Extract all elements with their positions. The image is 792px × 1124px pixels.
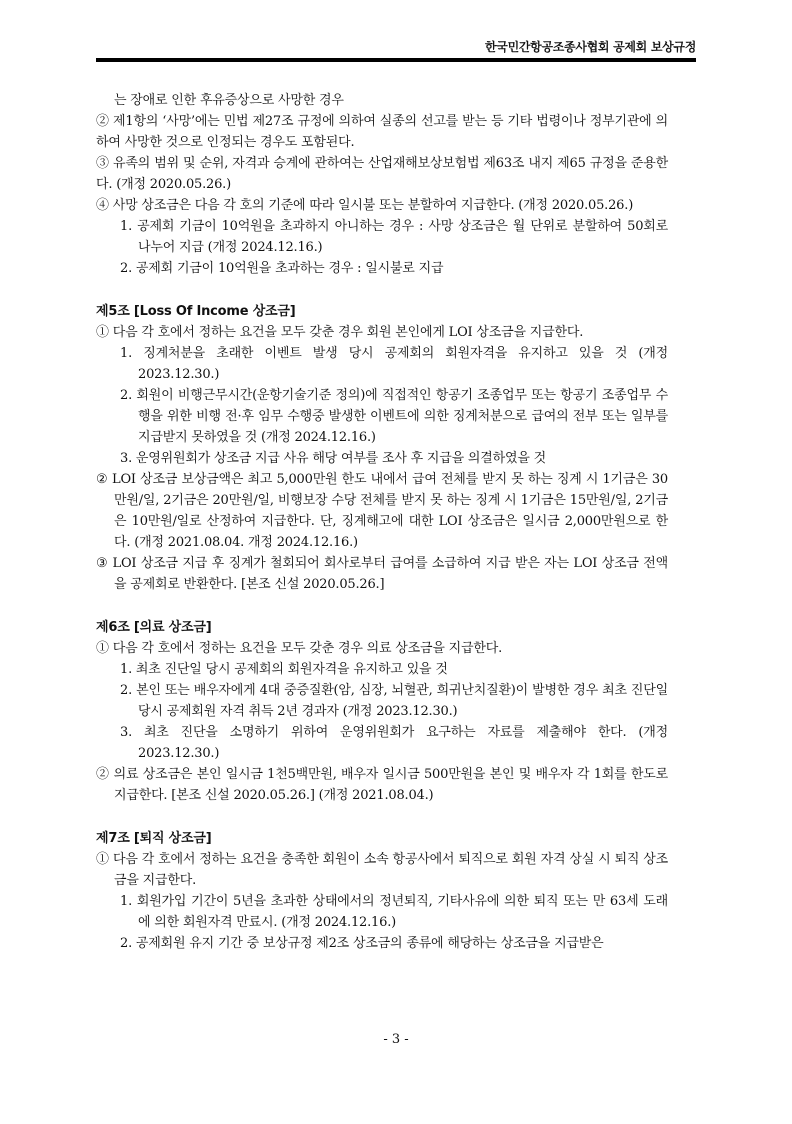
list-item: 3. 최초 진단을 소명하기 위하여 운영위원회가 요구하는 자료를 제출해야 한다. (개정 2023.12.30.) — [120, 725, 668, 761]
list-item: 1. 최초 진단일 당시 공제회의 회원자격을 유지하고 있을 것 — [120, 662, 448, 677]
paragraph-4: ④ 사망 상조금은 다음 각 호의 기준에 따라 일시불 또는 분할하여 지급한다. (개정 2020.05.26.) — [96, 198, 634, 213]
paragraph-1: ① 다음 각 호에서 정하는 요건을 충족한 회원이 소속 항공사에서 퇴직으로 회원 자격 상실 시 퇴직 상조금을 지급한다. — [96, 852, 668, 888]
article-heading: 제7조 [퇴직 상조금] — [96, 831, 212, 846]
list-item: 1. 회원가입 기간이 5년을 초과한 상태에서의 정년퇴직, 기타사유에 의한 퇴직 또는 만 63세 도래에 의한 회원자격 만료시. (개정 2024.12.16.) — [120, 894, 668, 930]
paragraph-1: ① 다음 각 호에서 정하는 요건을 모두 갖춘 경우 회원 본인에게 LOI 상조금을 지급한다. — [96, 325, 584, 340]
paragraph-3: ③ LOI 상조금 지급 후 징계가 철회되어 회사로부터 급여를 소급하여 지급 받은 자는 LOI 상조금 전액을 공제회로 반환한다. [본조 신설 2020.05.26.] — [96, 556, 668, 592]
article-heading: 제5조 [Loss Of Income 상조금] — [96, 304, 296, 319]
list-item: 3. 운영위원회가 상조금 지급 사유 해당 여부를 조사 후 지급을 의결하였을 것 — [120, 451, 546, 466]
article-7 — [96, 828, 668, 954]
header-rule — [96, 58, 696, 62]
paragraph-2: ② 의료 상조금은 본인 일시금 1천5백만원, 배우자 일시금 500만원을 본인 및 배우자 각 1회를 한도로 지급한다. [본조 신설 2020.05.26.] (개정 2021.08.04.) — [96, 767, 668, 803]
intro-line: 는 장애로 인한 후유증상으로 사망한 경우 — [114, 93, 344, 108]
page-header-title: 한국민간항공조종사협회 공제회 보상규정 — [484, 40, 696, 54]
article-heading: 제6조 [의료 상조금] — [96, 620, 212, 635]
list-item: 2. 공제회 기금이 10억원을 초과하는 경우 : 일시불로 지급 — [120, 261, 444, 276]
paragraph-1: ① 다음 각 호에서 정하는 요건을 모두 갖춘 경우 의료 상조금을 지급한다. — [96, 641, 503, 656]
paragraph-3: ③ 유족의 범위 및 순위, 자격과 승계에 관하여는 산업재해보상보험법 제63조 내지 제65 규정을 준용한다. (개정 2020.05.26.) — [96, 156, 668, 192]
list-item: 2. 공제회원 유지 기간 중 보상규정 제2조 상조금의 종류에 해당하는 상조금을 지급받은 — [120, 936, 604, 951]
list-item: 1. 징계처분을 초래한 이벤트 발생 당시 공제회의 회원자격을 유지하고 있을 것 (개정 2023.12.30.) — [120, 346, 668, 382]
paragraph-2: ② 제1항의 ‘사망’에는 민법 제27조 규정에 의하여 실종의 선고를 받는 등 기타 법령이나 정부기관에 의하여 사망한 것으로 인정되는 경우도 포함된다. — [96, 114, 668, 150]
page-number: - 3 - — [383, 1032, 409, 1047]
article-5 — [96, 301, 668, 595]
article-6 — [96, 617, 668, 806]
list-item: 2. 본인 또는 배우자에게 4대 중증질환(암, 심장, 뇌혈관, 희귀난치질환)이 발병한 경우 최초 진단일 당시 공제회원 자격 취득 2년 경과자 (개정 2023.12.30.) — [120, 683, 668, 719]
document-body — [96, 90, 668, 954]
paragraph-2: ② LOI 상조금 보상금액은 최고 5,000만원 한도 내에서 급여 전체를 받지 못 하는 징계 시 1기금은 30만원/일, 2기금은 20만원/일, 비행보장 수당 전체를 받지 못 하는 징계 시 1기금은 15만원/일, 2기금은 10만원/일로 산정하여 지급한다. 단, 징계해고에 대한 LOI 상조금은 일시금 2,000만원으로 한다. (개정 2021.08.04. 개정 2024.12.16.) — [96, 472, 668, 550]
list-item: 1. 공제회 기금이 10억원을 초과하지 아니하는 경우 : 사망 상조금은 월 단위로 분할하여 50회로 나누어 지급 (개정 2024.12.16.) — [120, 219, 668, 255]
list-item: 2. 회원이 비행근무시간(운항기술기준 정의)에 직접적인 항공기 조종업무 또는 항공기 조종업무 수행을 위한 비행 전·후 임무 수행중 발생한 이벤트에 의한 징계처분으로 급여의 전부 또는 일부를 지급받지 못하였을 것 (개정 2024.12.16.) — [120, 388, 668, 445]
